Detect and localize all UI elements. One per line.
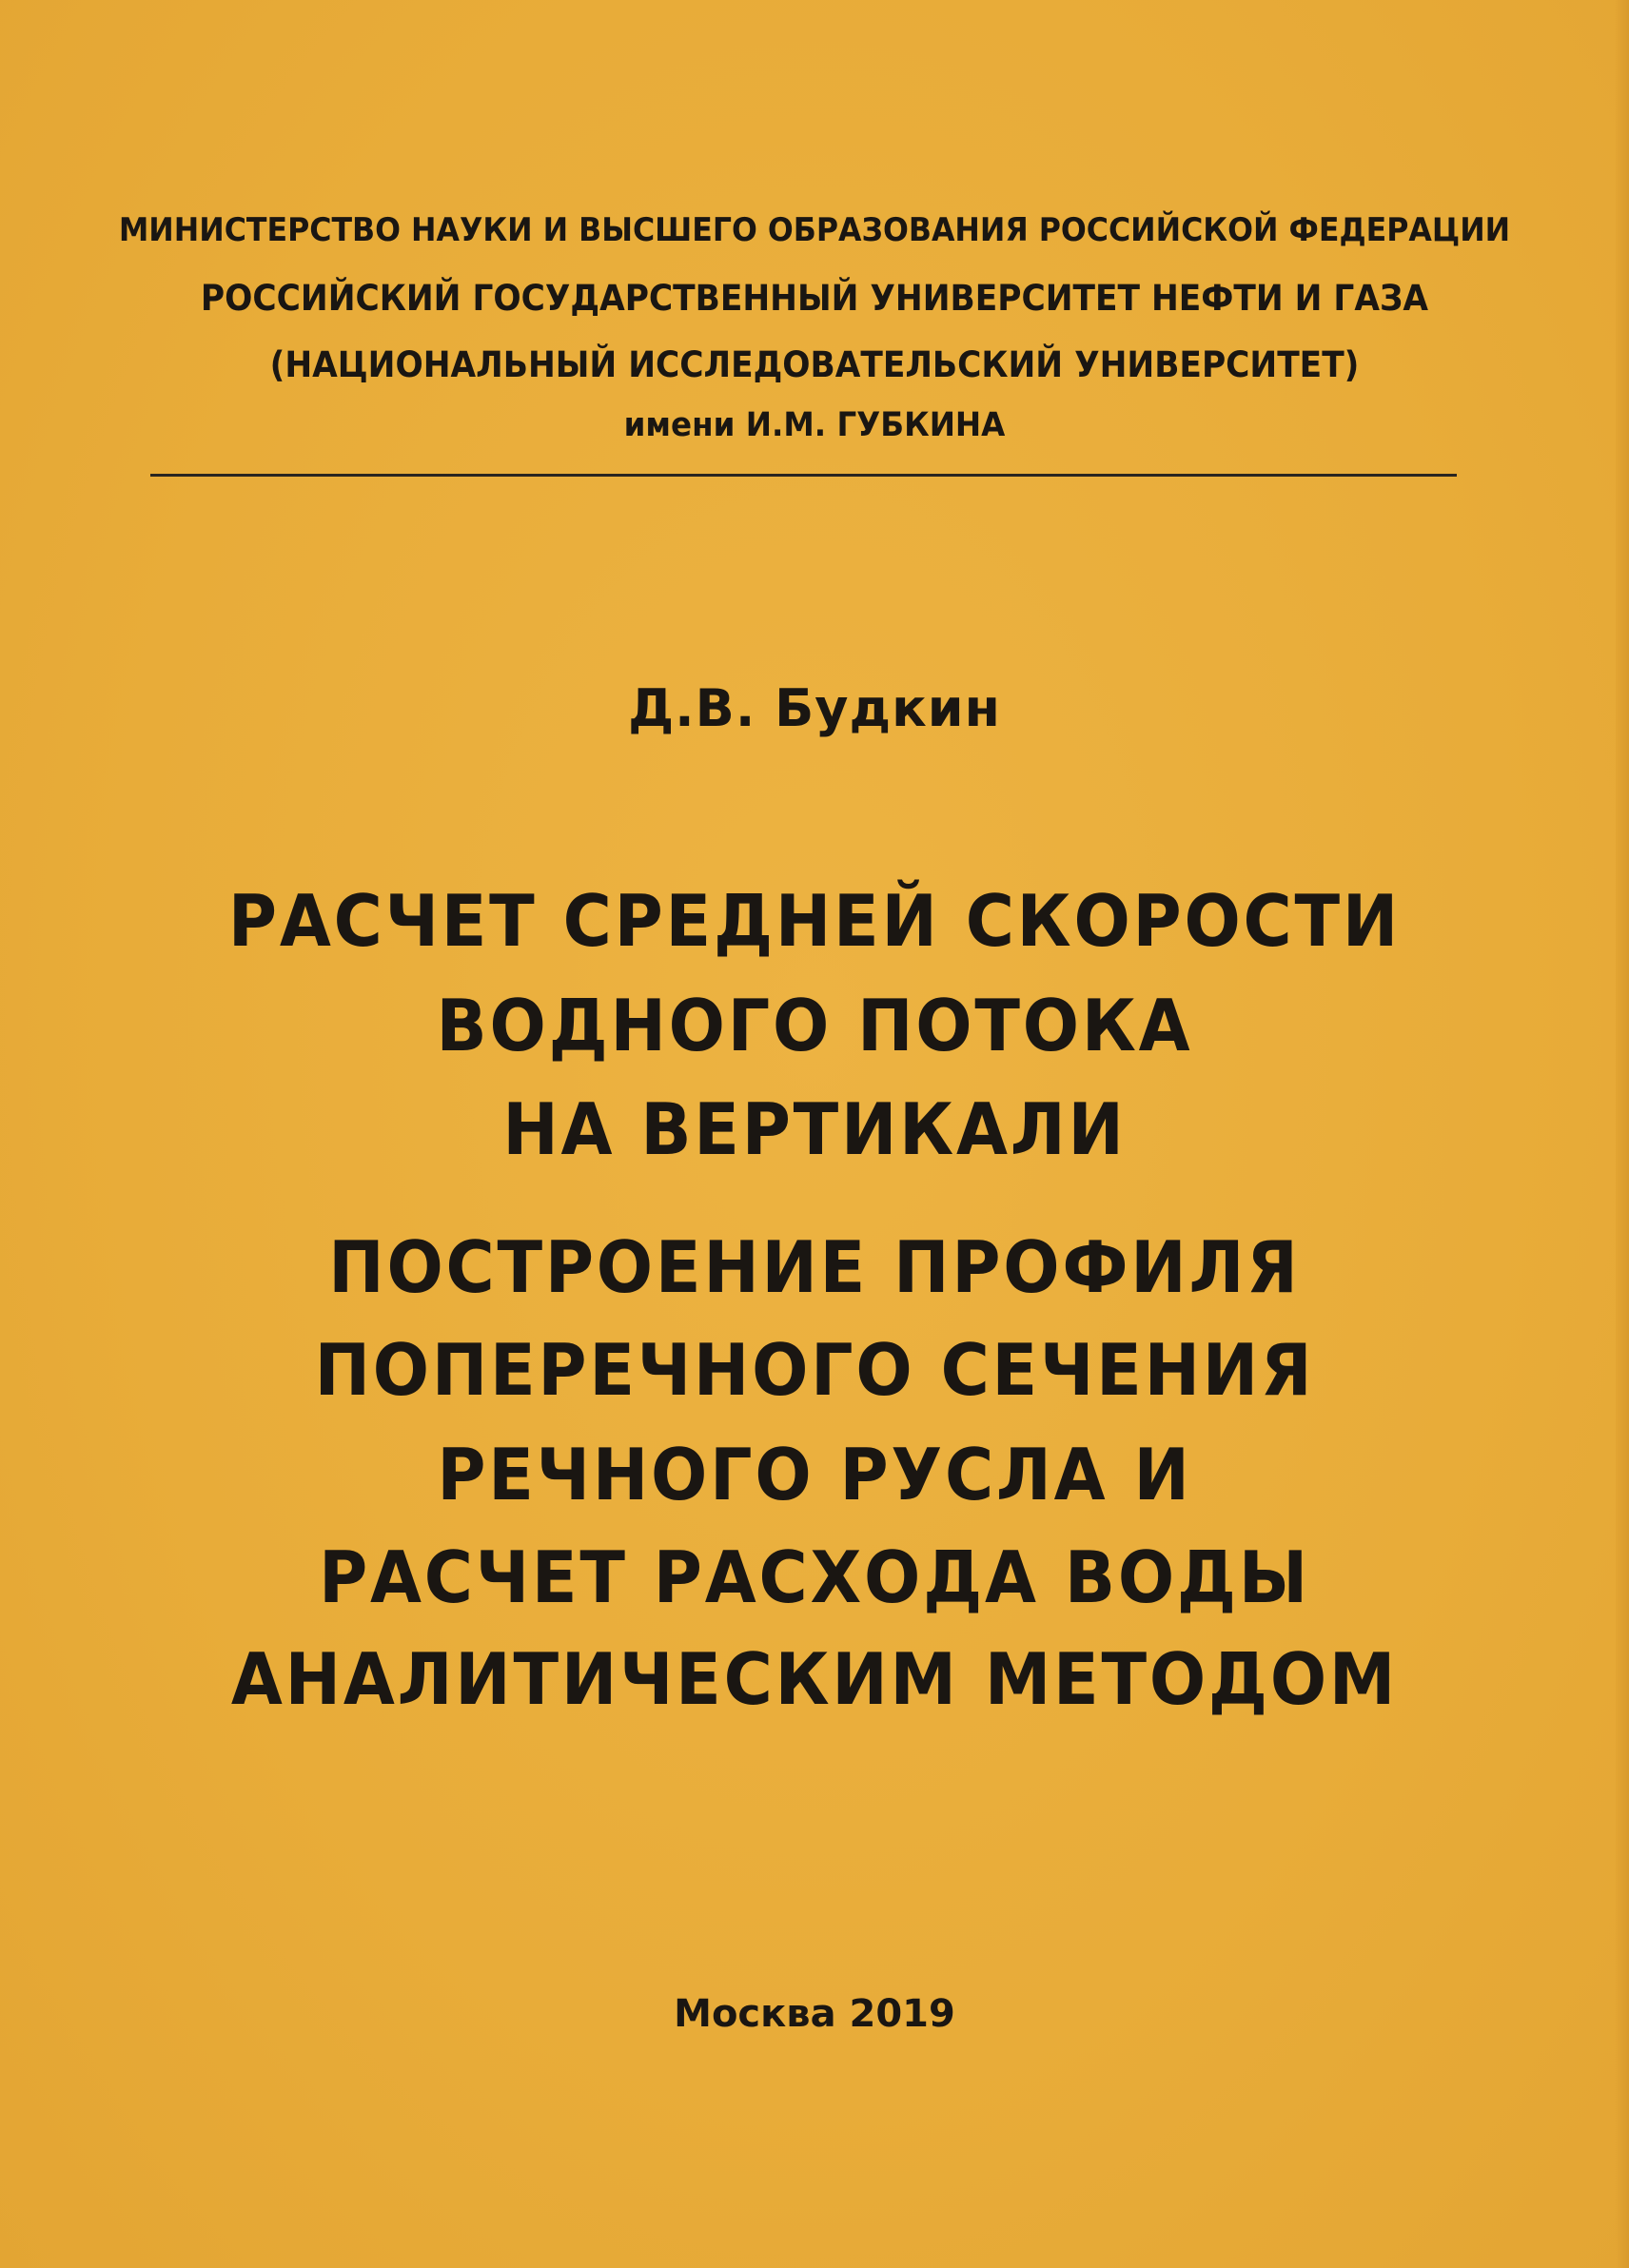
title-line: ВОДНОГО ПОТОКА xyxy=(436,984,1193,1067)
title-line: РАСЧЕТ РАСХОДА ВОДЫ xyxy=(319,1535,1310,1619)
title-line: АНАЛИТИЧЕСКИМ МЕТОДОМ xyxy=(230,1637,1399,1721)
title-line: НА ВЕРТИКАЛИ xyxy=(502,1087,1127,1171)
author-name: Д.В. Будкин xyxy=(628,678,1001,738)
university-name: РОССИЙСКИЙ ГОСУДАРСТВЕННЫЙ УНИВЕРСИТЕТ НЕФТИ И ГАЗА xyxy=(200,278,1429,319)
header-divider xyxy=(150,474,1457,477)
title-line: ПОСТРОЕНИЕ ПРОФИЛЯ xyxy=(328,1225,1301,1309)
university-named-after: имени И.М. ГУБКИНА xyxy=(623,406,1006,444)
title-line: ПОПЕРЕЧНОГО СЕЧЕНИЯ xyxy=(314,1328,1315,1412)
ministry-name: МИНИСТЕРСТВО НАУКИ И ВЫСШЕГО ОБРАЗОВАНИЯ РОССИЙСКОЙ ФЕДЕРАЦИИ xyxy=(118,211,1511,249)
cover-edge-shadow xyxy=(1616,0,1629,2268)
publication-imprint: Москва 2019 xyxy=(674,1992,955,2036)
title-line: РАСЧЕТ СРЕДНЕЙ СКОРОСТИ xyxy=(227,879,1402,963)
title-line: РЕЧНОГО РУСЛА И xyxy=(437,1433,1192,1516)
university-status: (НАЦИОНАЛЬНЫЙ ИССЛЕДОВАТЕЛЬСКИЙ УНИВЕРСИТЕТ) xyxy=(269,344,1360,385)
